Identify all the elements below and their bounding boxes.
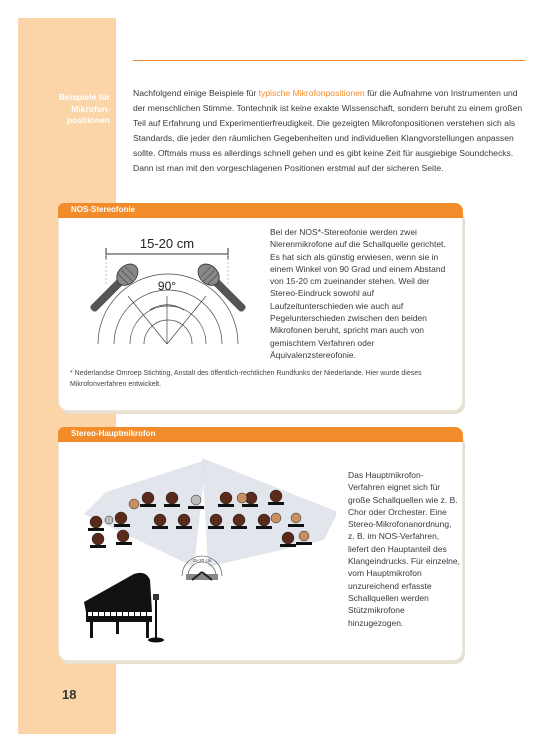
angle-label: 90° xyxy=(157,279,177,293)
left-pickup-cone xyxy=(84,460,206,567)
main-mic-card-text: Das Hauptmikrofon-Verfahren eignet sich für große Schallquellen wie z. B. Chor oder Orchester. Eine Stereo-Mikrofonanordnung, z. B. im NOS-Verfahren, liefert den Hauptanteil des Klangeindrucks. Für einzelne, vom Hauptmikrofon unzureichend erfasste Schallquellen werden Stützmikrofone hinzugezogen. xyxy=(348,470,460,628)
right-pickup-cone xyxy=(202,458,336,567)
right-microphone-icon xyxy=(194,260,251,317)
intro-text-after: für die Aufnahme von Instrumenten und der menschlichen Stimme. Tontechnik ist keine exakte Wissenschaft, sondern beruht zu einem großen Teil auf Erfahrung und Experimentierfreudigkeit. Die gezeigten Mikrofonpositionen verstehen sich als Standards, die jeder den räumlichen Gegebenheiten und individuellen Klangvorstellungen anpassen sollte. Oftmals muss es allerdings schnell gehen und es gibt keine Zeit für ausgiebige Soundchecks. Dann ist man mit den vorgeschlagenen Positionen erstmal auf der sicheren Seite. xyxy=(133,88,523,173)
left-microphone-icon xyxy=(86,260,143,317)
orchestra-diagram xyxy=(76,452,336,652)
intro-text-before: Nachfolgend einige Beispiele für xyxy=(133,88,259,98)
page-number: 18 xyxy=(62,687,77,702)
intro-highlight: typische Mikrofonpositionen xyxy=(258,88,365,98)
main-mic-label: 15-20 cm xyxy=(192,558,212,563)
intro-paragraph xyxy=(133,86,528,176)
main-mic-card-title: Stereo-Hauptmikrofon xyxy=(71,429,156,438)
nos-card-header xyxy=(58,203,463,218)
nos-diagram xyxy=(78,226,258,346)
distance-label: 15-20 cm xyxy=(139,236,195,251)
nos-card-text: Bei der NOS*-Stereofonie werden zwei Nierenmikrofone auf die Schallquelle gerichtet. Es hat sich als günstig erwiesen, wenn sie in einem Winkel von 90 Grad und einem Abstand von 15-20 cm zueinander stehen. Weil der Stereo-Eindruck sowohl auf Laufzeitunterschieden wie auch auf Pegelunterschieden zwischen den beiden Mikrofonen beruht, spricht man auch von gemischtem Verfahren oder Äquivalenzstereofonie. xyxy=(270,227,446,360)
nos-card-title: NOS-Stereofonie xyxy=(71,205,136,214)
grand-piano-icon xyxy=(84,573,152,638)
top-rule xyxy=(133,60,525,61)
main-mic-card-header xyxy=(58,427,463,442)
nos-card-footnote: * Nederlandse Omroep Stichting, Anstalt des öffentlich-rechtlichen Rundfunks der Niederlande. Hier wurde dieses Mikrofonverfahren entwickelt. xyxy=(70,370,422,388)
sidebar-label: Beispiele für Mikrofon-positionen xyxy=(58,92,110,125)
